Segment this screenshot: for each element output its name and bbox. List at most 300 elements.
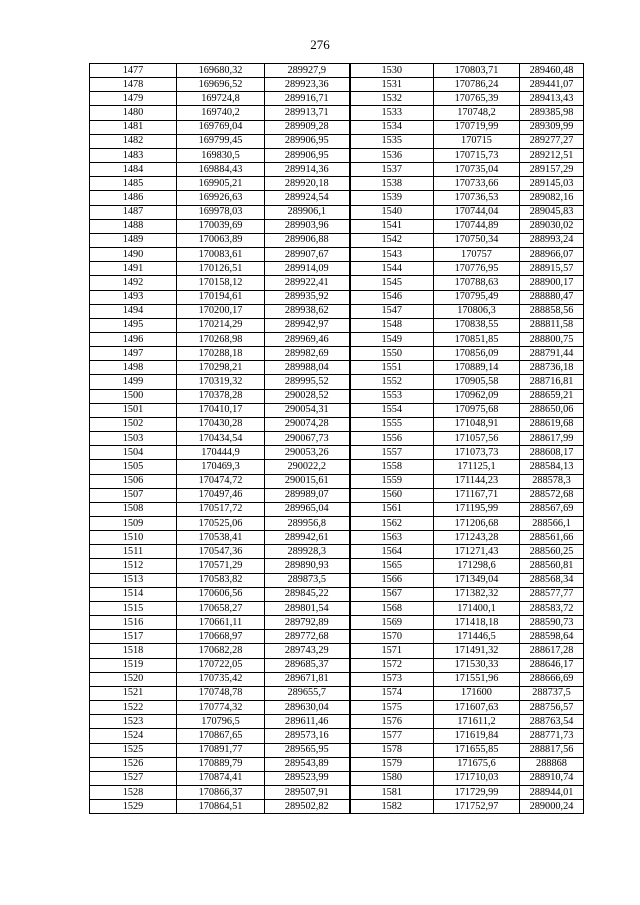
y-coordinate-right-cell: 288566,1 (520, 517, 584, 531)
point-number-right-cell: 1531 (350, 78, 434, 92)
x-coordinate-right-cell: 171600 (434, 686, 520, 700)
table-row (90, 460, 584, 474)
x-coordinate-right-cell: 171048,91 (434, 417, 520, 431)
point-number-left-cell: 1509 (90, 517, 177, 531)
point-number-right-cell: 1548 (350, 318, 434, 332)
x-coordinate-left-cell: 170200,17 (177, 304, 265, 318)
point-number-right-cell: 1546 (350, 290, 434, 304)
x-coordinate-right-cell: 170962,09 (434, 389, 520, 403)
y-coordinate-left-cell: 289743,29 (265, 644, 350, 658)
table-row (90, 417, 584, 431)
x-coordinate-left-cell: 170268,98 (177, 332, 265, 346)
table-row (90, 191, 584, 205)
x-coordinate-left-cell: 170434,54 (177, 432, 265, 446)
table-row (90, 743, 584, 757)
y-coordinate-left-cell: 289630,04 (265, 701, 350, 715)
point-number-right-cell: 1557 (350, 446, 434, 460)
point-number-left-cell: 1525 (90, 743, 177, 757)
x-coordinate-left-cell: 170126,51 (177, 262, 265, 276)
x-coordinate-right-cell: 171195,99 (434, 502, 520, 516)
point-number-left-cell: 1483 (90, 148, 177, 162)
point-number-left-cell: 1496 (90, 332, 177, 346)
y-coordinate-right-cell: 288736,18 (520, 361, 584, 375)
y-coordinate-right-cell: 288659,21 (520, 389, 584, 403)
x-coordinate-left-cell: 170444,9 (177, 446, 265, 460)
point-number-left-cell: 1478 (90, 78, 177, 92)
x-coordinate-right-cell: 171607,63 (434, 701, 520, 715)
table-row (90, 658, 584, 672)
x-coordinate-left-cell: 170583,82 (177, 573, 265, 587)
table-row (90, 318, 584, 332)
x-coordinate-right-cell: 170733,66 (434, 177, 520, 191)
x-coordinate-left-cell: 169799,45 (177, 134, 265, 148)
point-number-left-cell: 1500 (90, 389, 177, 403)
y-coordinate-right-cell: 288590,73 (520, 616, 584, 630)
x-coordinate-right-cell: 171073,73 (434, 446, 520, 460)
y-coordinate-left-cell: 289920,18 (265, 177, 350, 191)
table-row (90, 290, 584, 304)
y-coordinate-left-cell: 289927,9 (265, 64, 350, 78)
table-row (90, 248, 584, 262)
x-coordinate-right-cell: 170851,85 (434, 332, 520, 346)
point-number-right-cell: 1573 (350, 672, 434, 686)
x-coordinate-left-cell: 170891,77 (177, 743, 265, 757)
x-coordinate-left-cell: 169905,21 (177, 177, 265, 191)
point-number-left-cell: 1510 (90, 531, 177, 545)
y-coordinate-left-cell: 290053,26 (265, 446, 350, 460)
y-coordinate-left-cell: 289890,93 (265, 559, 350, 573)
table-row (90, 715, 584, 729)
y-coordinate-left-cell: 289938,62 (265, 304, 350, 318)
y-coordinate-right-cell: 288858,56 (520, 304, 584, 318)
x-coordinate-right-cell: 170806,3 (434, 304, 520, 318)
x-coordinate-left-cell: 170214,29 (177, 318, 265, 332)
point-number-right-cell: 1540 (350, 205, 434, 219)
point-number-left-cell: 1514 (90, 587, 177, 601)
x-coordinate-left-cell: 170469,3 (177, 460, 265, 474)
x-coordinate-right-cell: 171655,85 (434, 743, 520, 757)
point-number-right-cell: 1577 (350, 729, 434, 743)
y-coordinate-left-cell: 290015,61 (265, 474, 350, 488)
x-coordinate-right-cell: 170736,53 (434, 191, 520, 205)
table-row (90, 92, 584, 106)
point-number-right-cell: 1539 (350, 191, 434, 205)
y-coordinate-left-cell: 289906,1 (265, 205, 350, 219)
table-row (90, 644, 584, 658)
point-number-right-cell: 1532 (350, 92, 434, 106)
y-coordinate-right-cell: 288944,01 (520, 785, 584, 799)
table-row (90, 177, 584, 191)
y-coordinate-left-cell: 289969,46 (265, 332, 350, 346)
x-coordinate-right-cell: 171491,32 (434, 644, 520, 658)
y-coordinate-left-cell: 289903,96 (265, 219, 350, 233)
table-row (90, 64, 584, 78)
y-coordinate-right-cell: 289157,29 (520, 163, 584, 177)
y-coordinate-right-cell: 288578,3 (520, 474, 584, 488)
x-coordinate-left-cell: 170866,37 (177, 785, 265, 799)
y-coordinate-right-cell: 288650,06 (520, 403, 584, 417)
point-number-right-cell: 1558 (350, 460, 434, 474)
table-row (90, 233, 584, 247)
table-row (90, 134, 584, 148)
x-coordinate-left-cell: 170525,06 (177, 517, 265, 531)
table-row (90, 432, 584, 446)
y-coordinate-right-cell: 288567,69 (520, 502, 584, 516)
point-number-left-cell: 1522 (90, 701, 177, 715)
table-row (90, 800, 584, 814)
point-number-right-cell: 1574 (350, 686, 434, 700)
table-row (90, 106, 584, 120)
point-number-right-cell: 1582 (350, 800, 434, 814)
x-coordinate-left-cell: 170735,42 (177, 672, 265, 686)
point-number-right-cell: 1571 (350, 644, 434, 658)
x-coordinate-left-cell: 170063,89 (177, 233, 265, 247)
x-coordinate-left-cell: 170288,18 (177, 347, 265, 361)
x-coordinate-right-cell: 171729,99 (434, 785, 520, 799)
point-number-left-cell: 1498 (90, 361, 177, 375)
point-number-right-cell: 1566 (350, 573, 434, 587)
y-coordinate-left-cell: 289965,04 (265, 502, 350, 516)
y-coordinate-left-cell: 289914,36 (265, 163, 350, 177)
y-coordinate-left-cell: 290067,73 (265, 432, 350, 446)
table-row (90, 120, 584, 134)
y-coordinate-left-cell: 289523,99 (265, 771, 350, 785)
y-coordinate-left-cell: 289565,95 (265, 743, 350, 757)
point-number-left-cell: 1524 (90, 729, 177, 743)
y-coordinate-left-cell: 289906,95 (265, 134, 350, 148)
y-coordinate-right-cell: 288737,5 (520, 686, 584, 700)
point-number-right-cell: 1553 (350, 389, 434, 403)
x-coordinate-right-cell: 170757 (434, 248, 520, 262)
x-coordinate-right-cell: 171710,03 (434, 771, 520, 785)
table-row (90, 587, 584, 601)
x-coordinate-left-cell: 169769,04 (177, 120, 265, 134)
table-row (90, 304, 584, 318)
table-row (90, 545, 584, 559)
point-number-right-cell: 1569 (350, 616, 434, 630)
table-row (90, 729, 584, 743)
point-number-left-cell: 1481 (90, 120, 177, 134)
point-number-left-cell: 1477 (90, 64, 177, 78)
point-number-left-cell: 1487 (90, 205, 177, 219)
x-coordinate-right-cell: 170838,55 (434, 318, 520, 332)
y-coordinate-right-cell: 288966,07 (520, 248, 584, 262)
x-coordinate-left-cell: 170298,21 (177, 361, 265, 375)
x-coordinate-right-cell: 170744,04 (434, 205, 520, 219)
x-coordinate-right-cell: 170776,95 (434, 262, 520, 276)
table-row (90, 389, 584, 403)
y-coordinate-right-cell: 288598,64 (520, 630, 584, 644)
y-coordinate-right-cell: 289441,07 (520, 78, 584, 92)
x-coordinate-left-cell: 170083,61 (177, 248, 265, 262)
table-row (90, 531, 584, 545)
y-coordinate-right-cell: 289413,43 (520, 92, 584, 106)
point-number-right-cell: 1545 (350, 276, 434, 290)
point-number-left-cell: 1492 (90, 276, 177, 290)
y-coordinate-right-cell: 289000,24 (520, 800, 584, 814)
x-coordinate-right-cell: 171382,32 (434, 587, 520, 601)
x-coordinate-left-cell: 170867,65 (177, 729, 265, 743)
y-coordinate-left-cell: 289922,41 (265, 276, 350, 290)
x-coordinate-right-cell: 171206,68 (434, 517, 520, 531)
table-row (90, 474, 584, 488)
point-number-left-cell: 1516 (90, 616, 177, 630)
y-coordinate-right-cell: 288716,81 (520, 375, 584, 389)
y-coordinate-left-cell: 289685,37 (265, 658, 350, 672)
point-number-right-cell: 1547 (350, 304, 434, 318)
table-row (90, 361, 584, 375)
x-coordinate-right-cell: 170786,24 (434, 78, 520, 92)
x-coordinate-right-cell: 170889,14 (434, 361, 520, 375)
point-number-left-cell: 1507 (90, 488, 177, 502)
y-coordinate-right-cell: 288900,17 (520, 276, 584, 290)
x-coordinate-left-cell: 170538,41 (177, 531, 265, 545)
y-coordinate-right-cell: 289045,83 (520, 205, 584, 219)
y-coordinate-right-cell: 289145,03 (520, 177, 584, 191)
table-row (90, 347, 584, 361)
point-number-right-cell: 1544 (350, 262, 434, 276)
point-number-left-cell: 1519 (90, 658, 177, 672)
table-row (90, 375, 584, 389)
table-row (90, 205, 584, 219)
y-coordinate-left-cell: 289792,89 (265, 616, 350, 630)
table-row (90, 219, 584, 233)
x-coordinate-left-cell: 170774,32 (177, 701, 265, 715)
y-coordinate-right-cell: 288915,57 (520, 262, 584, 276)
x-coordinate-left-cell: 170497,46 (177, 488, 265, 502)
point-number-left-cell: 1520 (90, 672, 177, 686)
x-coordinate-right-cell: 171611,2 (434, 715, 520, 729)
table-row (90, 262, 584, 276)
y-coordinate-left-cell: 289873,5 (265, 573, 350, 587)
point-number-right-cell: 1559 (350, 474, 434, 488)
point-number-left-cell: 1521 (90, 686, 177, 700)
y-coordinate-left-cell: 289906,95 (265, 148, 350, 162)
table-row (90, 517, 584, 531)
x-coordinate-right-cell: 170975,68 (434, 403, 520, 417)
y-coordinate-left-cell: 289916,71 (265, 92, 350, 106)
point-number-right-cell: 1581 (350, 785, 434, 799)
y-coordinate-left-cell: 289913,71 (265, 106, 350, 120)
coordinates-table-body (90, 64, 584, 814)
y-coordinate-right-cell: 288617,28 (520, 644, 584, 658)
point-number-left-cell: 1527 (90, 771, 177, 785)
y-coordinate-left-cell: 290054,31 (265, 403, 350, 417)
y-coordinate-right-cell: 288811,58 (520, 318, 584, 332)
table-row (90, 163, 584, 177)
y-coordinate-right-cell: 288568,34 (520, 573, 584, 587)
y-coordinate-right-cell: 289460,48 (520, 64, 584, 78)
table-row (90, 785, 584, 799)
x-coordinate-right-cell: 170803,71 (434, 64, 520, 78)
x-coordinate-left-cell: 170748,78 (177, 686, 265, 700)
y-coordinate-left-cell: 289989,07 (265, 488, 350, 502)
point-number-left-cell: 1493 (90, 290, 177, 304)
point-number-right-cell: 1576 (350, 715, 434, 729)
point-number-left-cell: 1485 (90, 177, 177, 191)
x-coordinate-right-cell: 170856,09 (434, 347, 520, 361)
x-coordinate-left-cell: 169884,43 (177, 163, 265, 177)
point-number-left-cell: 1512 (90, 559, 177, 573)
y-coordinate-left-cell: 289923,36 (265, 78, 350, 92)
point-number-right-cell: 1555 (350, 417, 434, 431)
x-coordinate-left-cell: 169724,8 (177, 92, 265, 106)
point-number-left-cell: 1513 (90, 573, 177, 587)
x-coordinate-left-cell: 170682,28 (177, 644, 265, 658)
y-coordinate-right-cell: 288771,73 (520, 729, 584, 743)
y-coordinate-right-cell: 288619,68 (520, 417, 584, 431)
y-coordinate-right-cell: 288584,13 (520, 460, 584, 474)
y-coordinate-right-cell: 289082,16 (520, 191, 584, 205)
point-number-left-cell: 1489 (90, 233, 177, 247)
y-coordinate-right-cell: 288993,24 (520, 233, 584, 247)
point-number-left-cell: 1526 (90, 757, 177, 771)
x-coordinate-right-cell: 170905,58 (434, 375, 520, 389)
x-coordinate-left-cell: 170547,36 (177, 545, 265, 559)
x-coordinate-left-cell: 170796,5 (177, 715, 265, 729)
x-coordinate-left-cell: 170194,61 (177, 290, 265, 304)
y-coordinate-left-cell: 289914,09 (265, 262, 350, 276)
point-number-right-cell: 1556 (350, 432, 434, 446)
x-coordinate-left-cell: 170158,12 (177, 276, 265, 290)
y-coordinate-right-cell: 288577,77 (520, 587, 584, 601)
x-coordinate-left-cell: 169740,2 (177, 106, 265, 120)
y-coordinate-left-cell: 289671,81 (265, 672, 350, 686)
x-coordinate-left-cell: 170668,97 (177, 630, 265, 644)
y-coordinate-right-cell: 289212,51 (520, 148, 584, 162)
table-row (90, 573, 584, 587)
coordinates-table (89, 63, 584, 814)
x-coordinate-right-cell: 171530,33 (434, 658, 520, 672)
y-coordinate-left-cell: 289928,3 (265, 545, 350, 559)
x-coordinate-right-cell: 170750,34 (434, 233, 520, 247)
x-coordinate-left-cell: 169926,63 (177, 191, 265, 205)
point-number-right-cell: 1542 (350, 233, 434, 247)
point-number-left-cell: 1518 (90, 644, 177, 658)
y-coordinate-left-cell: 289906,88 (265, 233, 350, 247)
point-number-left-cell: 1482 (90, 134, 177, 148)
point-number-right-cell: 1552 (350, 375, 434, 389)
y-coordinate-right-cell: 289385,98 (520, 106, 584, 120)
y-coordinate-left-cell: 289942,97 (265, 318, 350, 332)
x-coordinate-left-cell: 169680,32 (177, 64, 265, 78)
y-coordinate-right-cell: 288666,69 (520, 672, 584, 686)
table-row (90, 276, 584, 290)
y-coordinate-left-cell: 289907,67 (265, 248, 350, 262)
table-row (90, 488, 584, 502)
y-coordinate-right-cell: 288572,68 (520, 488, 584, 502)
point-number-left-cell: 1502 (90, 417, 177, 431)
point-number-left-cell: 1479 (90, 92, 177, 106)
point-number-right-cell: 1568 (350, 601, 434, 615)
table-row (90, 78, 584, 92)
x-coordinate-right-cell: 171144,23 (434, 474, 520, 488)
point-number-right-cell: 1572 (350, 658, 434, 672)
point-number-left-cell: 1499 (90, 375, 177, 389)
y-coordinate-left-cell: 289845,22 (265, 587, 350, 601)
x-coordinate-right-cell: 171418,18 (434, 616, 520, 630)
point-number-right-cell: 1567 (350, 587, 434, 601)
x-coordinate-left-cell: 170722,05 (177, 658, 265, 672)
point-number-right-cell: 1536 (350, 148, 434, 162)
point-number-right-cell: 1554 (350, 403, 434, 417)
point-number-right-cell: 1580 (350, 771, 434, 785)
x-coordinate-right-cell: 171298,6 (434, 559, 520, 573)
x-coordinate-left-cell: 170874,41 (177, 771, 265, 785)
x-coordinate-left-cell: 170606,56 (177, 587, 265, 601)
table-row (90, 403, 584, 417)
x-coordinate-right-cell: 170735,04 (434, 163, 520, 177)
point-number-left-cell: 1480 (90, 106, 177, 120)
y-coordinate-left-cell: 290074,28 (265, 417, 350, 431)
point-number-left-cell: 1494 (90, 304, 177, 318)
x-coordinate-right-cell: 171243,28 (434, 531, 520, 545)
table-row (90, 686, 584, 700)
y-coordinate-left-cell: 289502,82 (265, 800, 350, 814)
point-number-right-cell: 1534 (350, 120, 434, 134)
point-number-right-cell: 1537 (350, 163, 434, 177)
y-coordinate-left-cell: 289942,61 (265, 531, 350, 545)
point-number-left-cell: 1515 (90, 601, 177, 615)
table-row (90, 332, 584, 346)
x-coordinate-left-cell: 170410,17 (177, 403, 265, 417)
y-coordinate-left-cell: 290022,2 (265, 460, 350, 474)
x-coordinate-right-cell: 170715 (434, 134, 520, 148)
point-number-left-cell: 1511 (90, 545, 177, 559)
y-coordinate-right-cell: 289277,27 (520, 134, 584, 148)
y-coordinate-left-cell: 289988,04 (265, 361, 350, 375)
point-number-right-cell: 1563 (350, 531, 434, 545)
point-number-left-cell: 1491 (90, 262, 177, 276)
x-coordinate-left-cell: 170430,28 (177, 417, 265, 431)
point-number-left-cell: 1484 (90, 163, 177, 177)
x-coordinate-right-cell: 171675,6 (434, 757, 520, 771)
table-row (90, 616, 584, 630)
x-coordinate-left-cell: 170658,27 (177, 601, 265, 615)
point-number-right-cell: 1561 (350, 502, 434, 516)
point-number-right-cell: 1530 (350, 64, 434, 78)
x-coordinate-left-cell: 169696,52 (177, 78, 265, 92)
y-coordinate-right-cell: 289030,02 (520, 219, 584, 233)
x-coordinate-left-cell: 170474,72 (177, 474, 265, 488)
x-coordinate-right-cell: 171271,43 (434, 545, 520, 559)
point-number-left-cell: 1503 (90, 432, 177, 446)
x-coordinate-left-cell: 170661,11 (177, 616, 265, 630)
y-coordinate-left-cell: 289924,54 (265, 191, 350, 205)
point-number-right-cell: 1560 (350, 488, 434, 502)
x-coordinate-left-cell: 169978,03 (177, 205, 265, 219)
x-coordinate-right-cell: 170765,39 (434, 92, 520, 106)
y-coordinate-right-cell: 288583,72 (520, 601, 584, 615)
y-coordinate-left-cell: 289655,7 (265, 686, 350, 700)
table-row (90, 601, 584, 615)
point-number-right-cell: 1538 (350, 177, 434, 191)
point-number-right-cell: 1549 (350, 332, 434, 346)
point-number-right-cell: 1564 (350, 545, 434, 559)
point-number-left-cell: 1495 (90, 318, 177, 332)
x-coordinate-left-cell: 169830,5 (177, 148, 265, 162)
y-coordinate-left-cell: 289772,68 (265, 630, 350, 644)
x-coordinate-right-cell: 170715,73 (434, 148, 520, 162)
y-coordinate-left-cell: 289507,91 (265, 785, 350, 799)
y-coordinate-right-cell: 288617,99 (520, 432, 584, 446)
point-number-left-cell: 1504 (90, 446, 177, 460)
y-coordinate-left-cell: 290028,52 (265, 389, 350, 403)
y-coordinate-left-cell: 289995,52 (265, 375, 350, 389)
point-number-left-cell: 1490 (90, 248, 177, 262)
point-number-right-cell: 1562 (350, 517, 434, 531)
point-number-right-cell: 1533 (350, 106, 434, 120)
